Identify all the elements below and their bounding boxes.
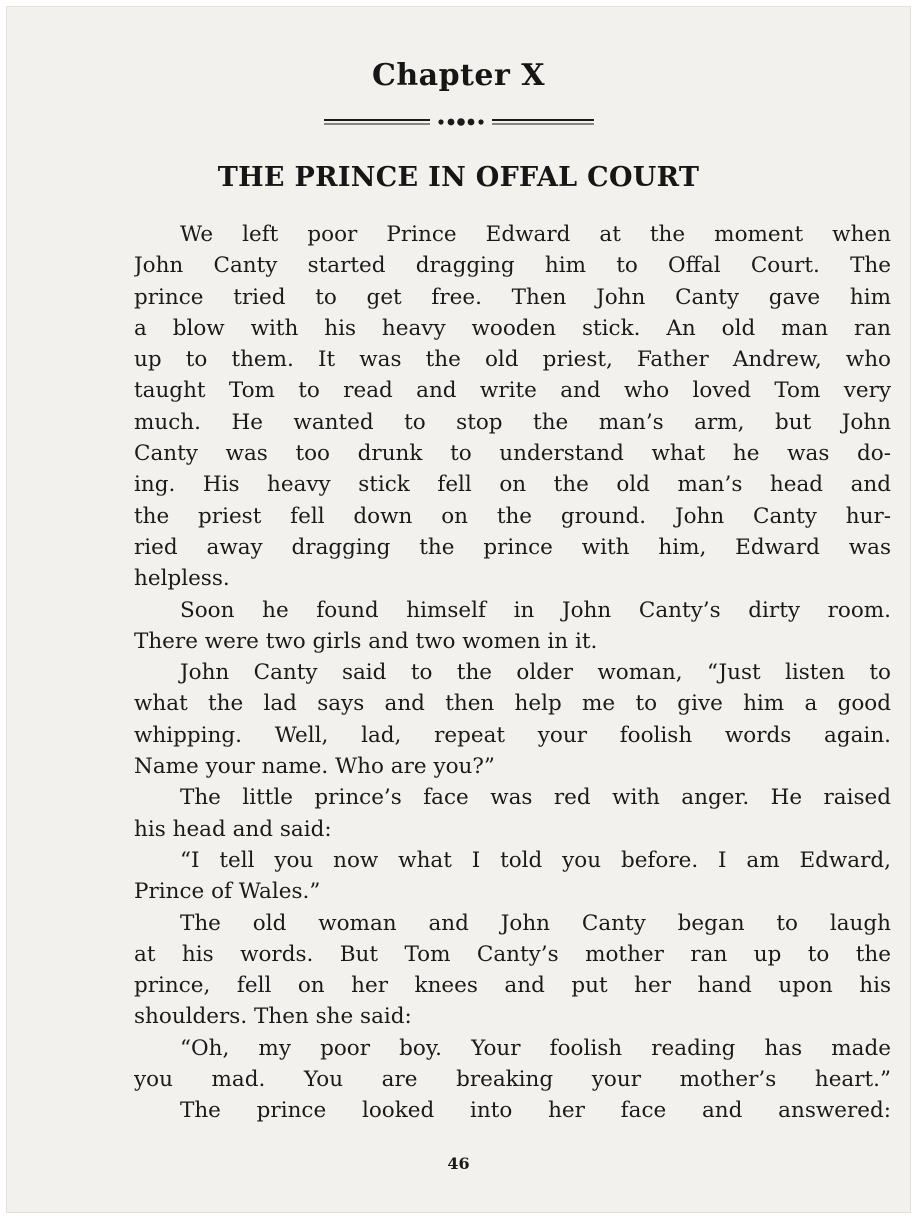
text-line: Soon he found himself in John Canty’s dirty room.: [180, 597, 891, 623]
text-line: what the lad says and then help me to give him a good: [134, 691, 891, 717]
text-line: We left poor Prince Edward at the moment when: [180, 222, 891, 247]
text-line: There were two girls and two women in it.: [134, 628, 598, 654]
text-line: taught Tom to read and write and who loved Tom very: [134, 378, 891, 404]
text-line: you mad. You are breaking your mother’s heart.”: [134, 1067, 891, 1093]
text-line: prince, fell on her knees and put her hand upon his: [134, 973, 891, 999]
text-line: Canty was too drunk to understand what he was do-: [134, 441, 891, 467]
text-line: ried away dragging the prince with him, Edward was: [134, 534, 891, 560]
text-line: up to them. It was the old priest, Father Andrew, who: [134, 347, 891, 373]
text-line: Name your name. Who are you?”: [134, 754, 495, 780]
chapter-heading: Chapter X: [371, 58, 546, 93]
chapter-title: THE PRINCE IN OFFAL COURT: [217, 162, 700, 193]
text-line: his head and said:: [134, 816, 332, 842]
text-line: The little prince’s face was red with anger. He raised: [180, 785, 891, 811]
page-number: 46: [447, 1154, 470, 1173]
text-line: The prince looked into her face and answered:: [180, 1098, 891, 1124]
text-line: helpless.: [134, 566, 230, 592]
text-line: whipping. Well, lad, repeat your foolish words again.: [134, 722, 891, 748]
ornament-divider-icon: [324, 114, 594, 130]
text-line: Prince of Wales.”: [134, 879, 321, 905]
text-line: a blow with his heavy wooden stick. An old man ran: [134, 315, 891, 341]
text-line: The old woman and John Canty began to laugh: [180, 910, 891, 936]
chapter-body: [134, 219, 891, 1127]
text-line: John Canty started dragging him to Offal Court. The: [134, 253, 891, 279]
text-line: “I tell you now what I told you before. I am Edward,: [180, 847, 891, 873]
text-line: much. He wanted to stop the man’s arm, but John: [134, 409, 891, 435]
text-line: ing. His heavy stick fell on the old man’s head and: [134, 472, 891, 498]
text-line: shoulders. Then she said:: [134, 1004, 412, 1030]
text-line: the priest fell down on the ground. John Canty hur-: [134, 503, 891, 529]
text-line: John Canty said to the older woman, “Just listen to: [180, 660, 891, 686]
text-line: “Oh, my poor boy. Your foolish reading has made: [180, 1035, 891, 1061]
text-line: at his words. But Tom Canty’s mother ran up to the: [134, 941, 891, 967]
book-page: [6, 6, 911, 1213]
text-line: prince tried to get free. Then John Canty gave him: [134, 284, 891, 310]
